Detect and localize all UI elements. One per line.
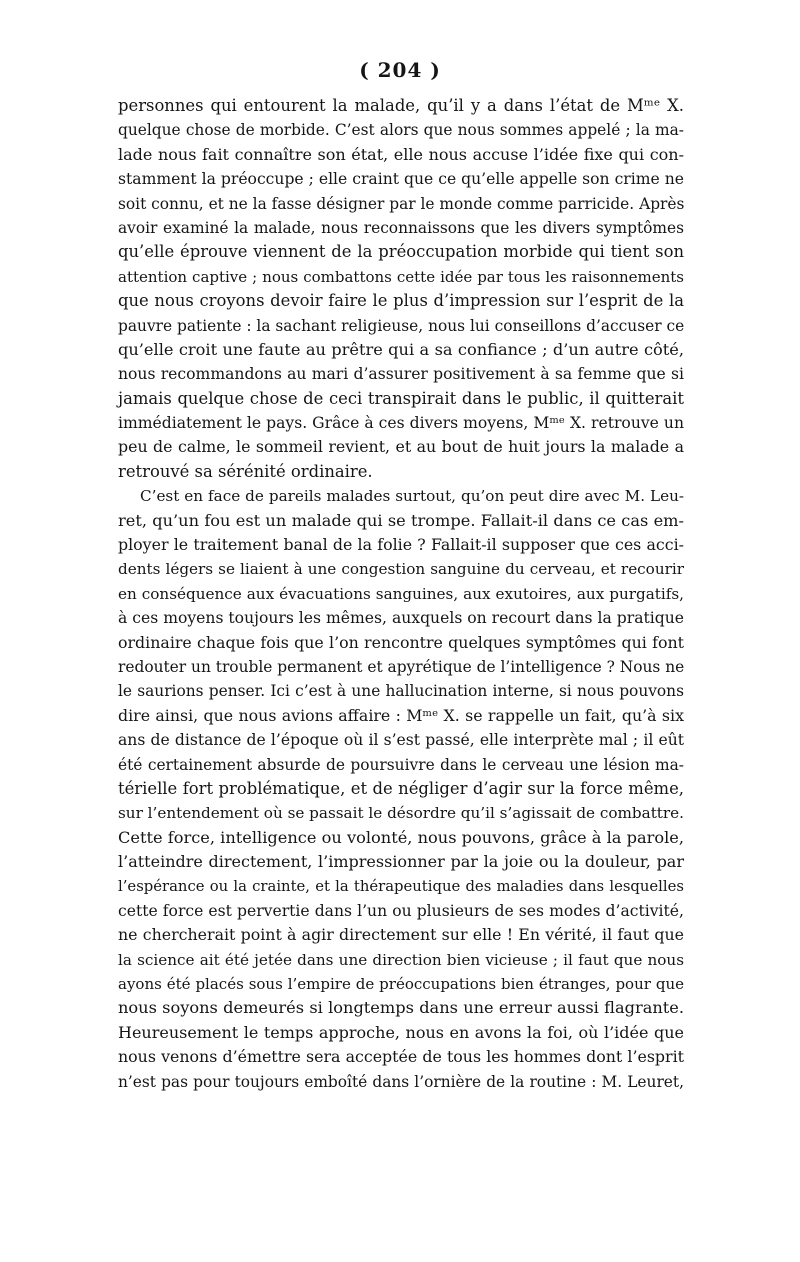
text-line: dents légers se liaient à une congestion sanguine du cerveau, et recourir	[118, 560, 684, 579]
text-line: peu de calme, le sommeil revient, et au bout de huit jours la malade a	[118, 437, 684, 457]
text-line: l’espérance ou la crainte, et la thérapeutique des maladies dans lesquelles	[118, 877, 684, 895]
text-line: C’est en face de pareils malades surtout, qu’on peut dire avec M. Leu-	[140, 487, 684, 506]
text-line: cette force est pervertie dans l’un ou plusieurs de ses modes d’activité,	[118, 901, 684, 920]
text-line: à ces moyens toujours les mêmes, auxquels on recourt dans la pratique	[118, 609, 684, 628]
text-line: nous soyons demeurés si longtemps dans une erreur aussi flagrante.	[118, 998, 684, 1018]
text-line: lade nous fait connaître son état, elle nous accuse l’idée fixe qui con-	[118, 144, 684, 164]
text-line: n’est pas pour toujours emboîté dans l’ornière de la routine : M. Leuret,	[118, 1072, 684, 1091]
text-line: attention captive ; nous combattons cette idée par tous les raisonnements	[118, 267, 684, 286]
text-line: dire ainsi, que nous avions affaire : Mᵐᵉ X. se rappelle un fait, qu’à six	[118, 705, 684, 725]
text-line: ne chercherait point à agir directement sur elle ! En vérité, il faut que	[118, 925, 684, 945]
text-line: qu’elle éprouve viennent de la préoccupation morbide qui tient son	[118, 242, 684, 262]
text-line: ployer le traitement banal de la folie ? Fallait-il supposer que ces acci-	[118, 535, 684, 555]
text-line: le saurions penser. Ici c’est à une hallucination interne, si nous pouvons	[118, 682, 684, 701]
text-line: en conséquence aux évacuations sanguines, aux exutoires, aux purgatifs,	[118, 584, 684, 603]
text-line: quelque chose de morbide. C’est alors que nous sommes appelé ; la ma-	[118, 121, 684, 140]
text-line: ret, qu’un fou est un malade qui se trompe. Fallait-il dans ce cas em-	[118, 510, 684, 530]
text-line: été certainement absurde de poursuivre dans le cerveau une lésion ma-	[118, 755, 684, 774]
text-line: redouter un trouble permanent et apyrétique de l’intelligence ? Nous ne	[118, 657, 685, 676]
text-line: nous recommandons au mari d’assurer positivement à sa femme que si	[118, 365, 684, 384]
text-line: que nous croyons devoir faire le plus d’impression sur l’esprit de la	[118, 291, 684, 311]
text-line: pauvre patiente : la sachant religieuse, nous lui conseillons d’accuser ce	[118, 316, 685, 335]
text-line: stamment la préoccupe ; elle craint que ce qu’elle appelle son crime ne	[118, 170, 684, 189]
text-line: la science ait été jetée dans une direction bien vicieuse ; il faut que nous	[118, 950, 684, 969]
page-number: ( 204 )	[359, 58, 441, 82]
text-line: ans de distance de l’époque où il s’est passé, elle interprète mal ; il eût	[118, 731, 684, 750]
text-line: Heureusement le temps approche, nous en avons la foi, où l’idée que	[118, 1022, 684, 1042]
text-line: qu’elle croit une faute au prêtre qui a sa confiance ; d’un autre côté,	[118, 339, 684, 359]
text-line: nous venons d’émettre sera acceptée de tous les hommes dont l’esprit	[118, 1047, 684, 1067]
text-line: avoir examiné la malade, nous reconnaissons que les divers symptômes	[118, 218, 684, 237]
text-line: jamais quelque chose de ceci transpirait dans le public, il quitterait	[118, 388, 684, 408]
text-line: ordinaire chaque fois que l’on rencontre quelques symptômes qui font	[118, 632, 684, 652]
text-line: immédiatement le pays. Grâce à ces divers moyens, Mᵐᵉ X. retrouve un	[118, 414, 684, 433]
body-text	[118, 94, 684, 1094]
text-line: Cette force, intelligence ou volonté, nous pouvons, grâce à la parole,	[118, 827, 684, 847]
text-line: l’atteindre directement, l’impressionner par la joie ou la douleur, par	[118, 852, 684, 872]
text-line: ayons été placés sous l’empire de préoccupations bien étranges, pour que	[118, 975, 684, 994]
text-line: personnes qui entourent la malade, qu’il y a dans l’état de Mᵐᵉ X.	[118, 96, 684, 115]
text-line: térielle fort problématique, et de négliger d’agir sur la force même,	[118, 778, 684, 798]
text-line: retrouvé sa sérénité ordinaire.	[118, 461, 373, 481]
text-line: soit connu, et ne la fasse désigner par le monde comme parricide. Après	[118, 194, 685, 213]
text-line: sur l’entendement où se passait le désordre qu’il s’agissait de combattre.	[118, 804, 684, 823]
